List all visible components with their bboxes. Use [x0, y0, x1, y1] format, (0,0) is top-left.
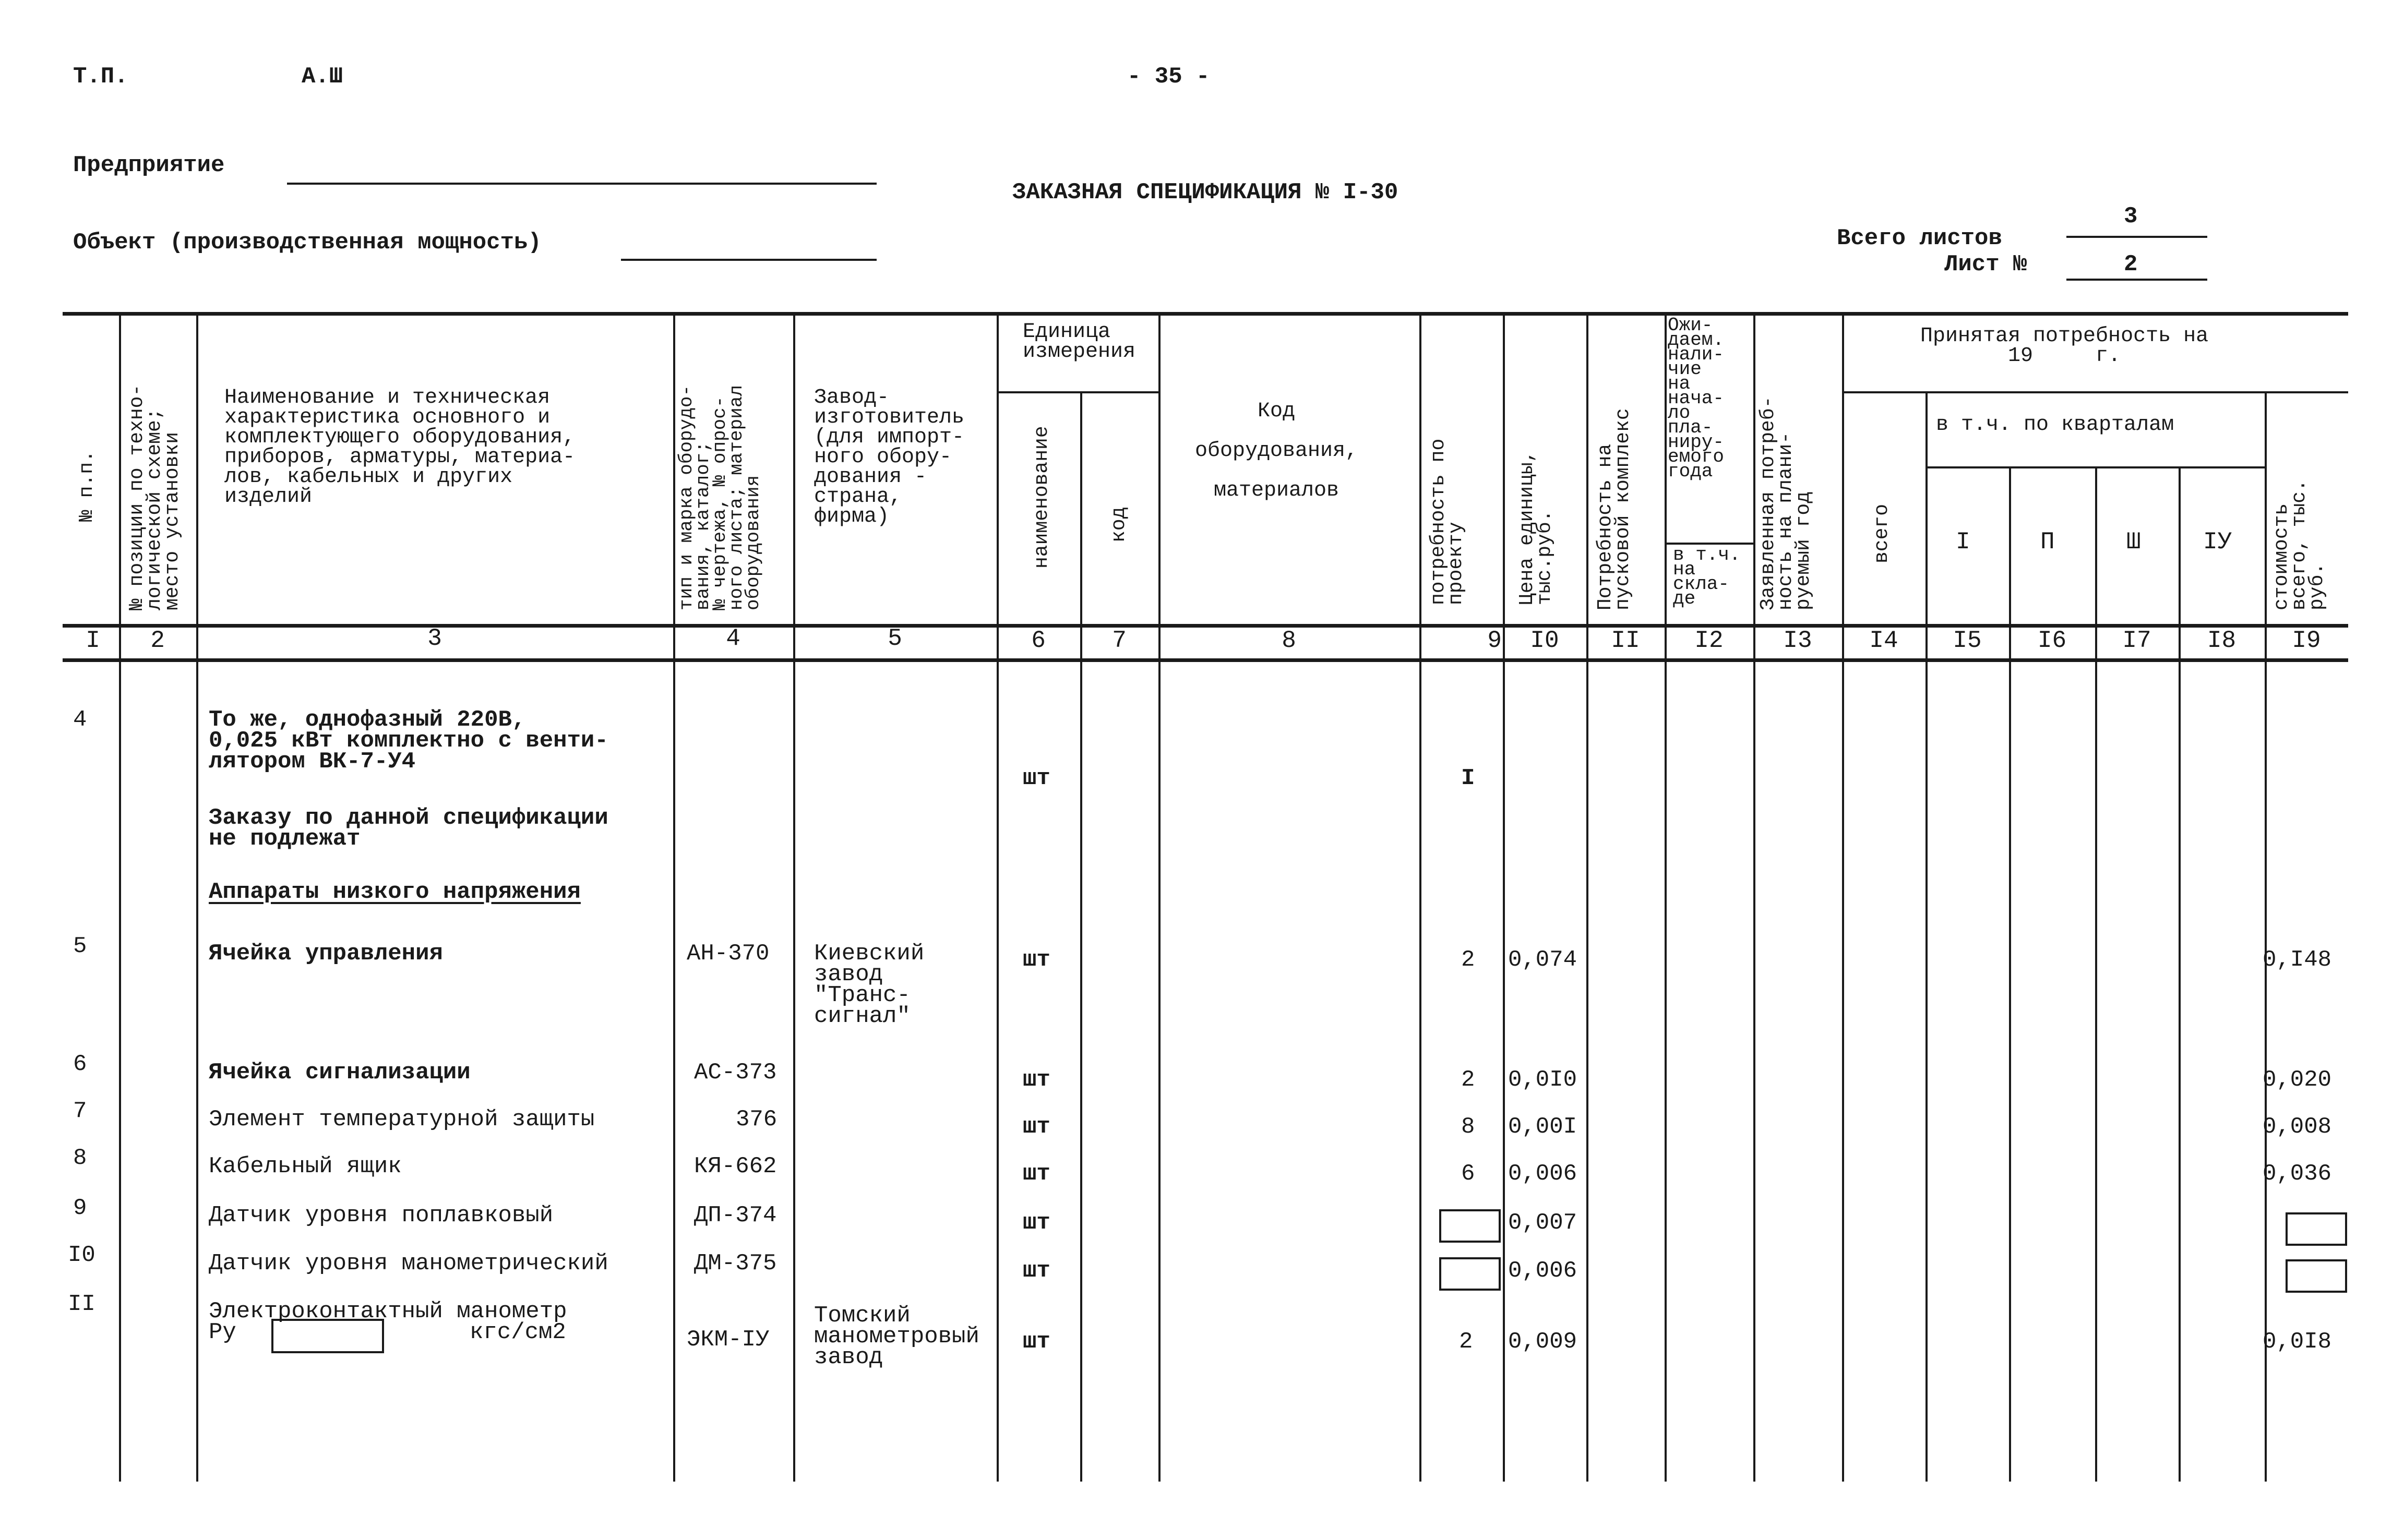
item-name: Ячейка управления [209, 941, 443, 967]
project-qty: 2 [1459, 1329, 1473, 1355]
item-name: Датчик уровня поплавковый [209, 1202, 554, 1229]
enterprise-label: Предприятие [73, 152, 225, 178]
col-header-4: тип и марка оборудо- вания, каталог; № чертежа, № опрос- ного листа; материал оборудования [676, 384, 764, 610]
col-number: 3 [427, 625, 442, 652]
col-line-12 [1753, 313, 1755, 1482]
row-number: 6 [73, 1051, 87, 1077]
item-type: ДМ-375 [694, 1250, 777, 1277]
project-qty: 6 [1461, 1161, 1475, 1187]
object-underline [621, 259, 877, 261]
item-type: ЭКМ-IУ [687, 1327, 770, 1353]
total-cost: 0,008 [2263, 1114, 2332, 1140]
col-line-15 [2009, 467, 2011, 1482]
manufacturer: Томский манометровый завод [814, 1303, 979, 1370]
unit-name: шт [1023, 947, 1050, 973]
col-number: 4 [726, 625, 740, 652]
col-header-7: код [1108, 507, 1130, 543]
col-number: I [86, 627, 100, 654]
note-not-ordered: Заказу по данной спецификации не подлежат [209, 805, 608, 852]
unit-name: шт [1023, 765, 1050, 791]
col-header-8: Код оборудования, материалов [1195, 400, 1358, 502]
empty-cost-box [2286, 1212, 2347, 1246]
numbers-bottom-line [63, 658, 2348, 662]
col-line-3 [673, 313, 675, 1482]
col-line-6 [1080, 392, 1082, 1482]
album-code: А.Ш [302, 64, 343, 90]
col-number: 2 [150, 627, 165, 654]
section-heading-low-voltage: Аппараты низкого напряжения [209, 879, 581, 905]
item-name: Кабельный ящик [209, 1153, 402, 1180]
col-line-1 [119, 313, 121, 1482]
col-number: I8 [2207, 627, 2236, 654]
col-number: I0 [1530, 627, 1559, 654]
sheet-value: 2 [2124, 251, 2138, 278]
pressure-unit: кгс/см2 [470, 1319, 566, 1345]
row-number: 4 [73, 707, 87, 733]
empty-qty-box [1439, 1257, 1501, 1291]
col-number: 9 [1487, 627, 1502, 654]
col-line-2 [196, 313, 198, 1482]
col-number: 5 [888, 625, 902, 652]
total-sheets-label: Всего листов [1837, 225, 2002, 251]
unit-subheader-line [997, 391, 1158, 393]
unit-name: шт [1023, 1161, 1050, 1187]
total-sheets-value: 3 [2124, 203, 2138, 230]
col-header-15: I [1956, 528, 1970, 556]
col-number: 8 [1282, 627, 1296, 654]
empty-cost-box [2286, 1259, 2347, 1293]
col-line-10 [1586, 313, 1588, 1482]
item-name: То же, однофазный 220В, 0,025 кВт комплектно с венти- лятором ВК-7-У4 [209, 707, 608, 775]
manufacturer: Киевский завод "Транс- сигнал" [814, 941, 925, 1029]
item-name: Электроконтактный манометр Ру [209, 1298, 567, 1345]
unit-price: 0,009 [1508, 1329, 1577, 1355]
col-number: I4 [1869, 627, 1898, 654]
col-line-13 [1842, 313, 1844, 1482]
empty-qty-box [1439, 1209, 1501, 1243]
col-header-3: Наименование и техническая характеристика основного и комплектующего оборудования, приборов, арматуры, материа- лов, кабельных и других изделий [224, 386, 576, 509]
col-header-12b: в т.ч. на скла- де [1673, 544, 1741, 609]
project-qty: 8 [1461, 1114, 1475, 1140]
total-cost: 0,036 [2263, 1161, 2332, 1187]
unit-name: шт [1023, 1210, 1050, 1236]
item-type: ДП-374 [694, 1202, 777, 1229]
col-number: II [1611, 627, 1640, 654]
unit-price: 0,006 [1508, 1161, 1577, 1187]
unit-name: шт [1023, 1258, 1050, 1284]
col-line-16 [2095, 467, 2097, 1482]
unit-price: 0,006 [1508, 1258, 1577, 1284]
row-number: 7 [73, 1098, 87, 1124]
row-number: 8 [73, 1145, 87, 1171]
col-header-6: наименование [1031, 426, 1053, 569]
accepted-subheader-line [1842, 391, 2348, 393]
col-header-1: № п.п. [76, 450, 98, 522]
unit-name: шт [1023, 1329, 1050, 1355]
col-header-13: Заявленная потреб- ность на плани- руемый год [1757, 396, 1815, 610]
item-name: Элемент температурной защиты [209, 1106, 595, 1133]
col-number: I2 [1694, 627, 1724, 654]
unit-price: 0,007 [1508, 1210, 1577, 1236]
table-top-border [63, 312, 2348, 316]
col-header-16: П [2040, 528, 2055, 556]
col-header-14: всего [1871, 503, 1893, 563]
col-number: I7 [2122, 627, 2151, 654]
unit-name: шт [1023, 1114, 1050, 1140]
item-name: Ячейка сигнализации [209, 1060, 471, 1086]
col-number: I5 [1953, 627, 1982, 654]
col-header-10: Цена единицы, тыс.руб. [1516, 450, 1556, 605]
project-qty: 2 [1461, 947, 1475, 973]
unit-price: 0,00I [1508, 1114, 1577, 1140]
col-number: 6 [1031, 627, 1046, 654]
project-qty: I [1461, 765, 1475, 791]
col-header-12a: Ожи- даем. нали- чие на нача- ло пла- ниру- емого года [1668, 315, 1725, 482]
col-header-19: стоимость всего, тыс. руб. [2270, 479, 2328, 610]
col-line-8 [1419, 313, 1421, 1482]
col-line-9 [1503, 313, 1505, 1482]
unit-price: 0,0I0 [1508, 1067, 1577, 1093]
col-number: I9 [2292, 627, 2321, 654]
col-header-2: № позиции по техно- логической схеме; место установки [126, 384, 184, 610]
col-line-18 [2265, 392, 2267, 1482]
page-number: - 35 - [1127, 64, 1210, 90]
sheet-underline [2066, 279, 2207, 281]
col-header-unit-group: Единица измерения [1023, 320, 1136, 364]
col-line-5 [997, 313, 999, 1482]
col-header-9: потребность по проекту [1427, 438, 1467, 605]
col-header-quarters-group: в т.ч. по кварталам [1936, 413, 2174, 437]
total-cost: 0,I48 [2263, 947, 2332, 973]
unit-price: 0,074 [1508, 947, 1577, 973]
col-number: 7 [1112, 627, 1127, 654]
col-line-4 [793, 313, 795, 1482]
sheet-label: Лист № [1944, 251, 2027, 278]
pressure-value-box [271, 1319, 384, 1353]
total-sheets-underline [2066, 236, 2207, 238]
page-title: ЗАКАЗНАЯ СПЕЦИФИКАЦИЯ № I-30 [1012, 179, 1398, 206]
col-number: I6 [2037, 627, 2067, 654]
row-number: II [68, 1291, 95, 1317]
col-header-18: IУ [2203, 528, 2232, 556]
row-number: 5 [73, 933, 87, 959]
total-cost: 0,020 [2263, 1067, 2332, 1093]
unit-name: шт [1023, 1067, 1050, 1093]
total-cost: 0,0I8 [2263, 1329, 2332, 1355]
col-line-17 [2179, 467, 2181, 1482]
enterprise-underline [287, 183, 877, 185]
col-number: I3 [1783, 627, 1812, 654]
row-number: I0 [68, 1242, 95, 1268]
col-header-17: Ш [2126, 528, 2141, 556]
item-type: АН-370 [687, 941, 770, 967]
project-qty: 2 [1461, 1067, 1475, 1093]
row-number: 9 [73, 1195, 87, 1221]
col-line-7 [1158, 313, 1161, 1482]
item-type: КЯ-662 [694, 1153, 777, 1180]
col-header-5: Завод- изготовитель (для импорт- ного обору- дования - страна, фирма) [814, 386, 965, 528]
col-line-14 [1925, 392, 1928, 1482]
col-header-accepted-group: Принятая потребность на 19 г. [1920, 324, 2209, 368]
item-name: Датчик уровня манометрический [209, 1250, 608, 1277]
col-header-11: Потребность на пусковой комплекс [1594, 408, 1634, 610]
col-line-11 [1665, 313, 1667, 1482]
object-label: Объект (производственная мощность) [73, 230, 542, 256]
doc-code: Т.П. [73, 64, 128, 90]
item-type: АС-373 [694, 1060, 777, 1086]
item-type: 376 [736, 1106, 778, 1133]
